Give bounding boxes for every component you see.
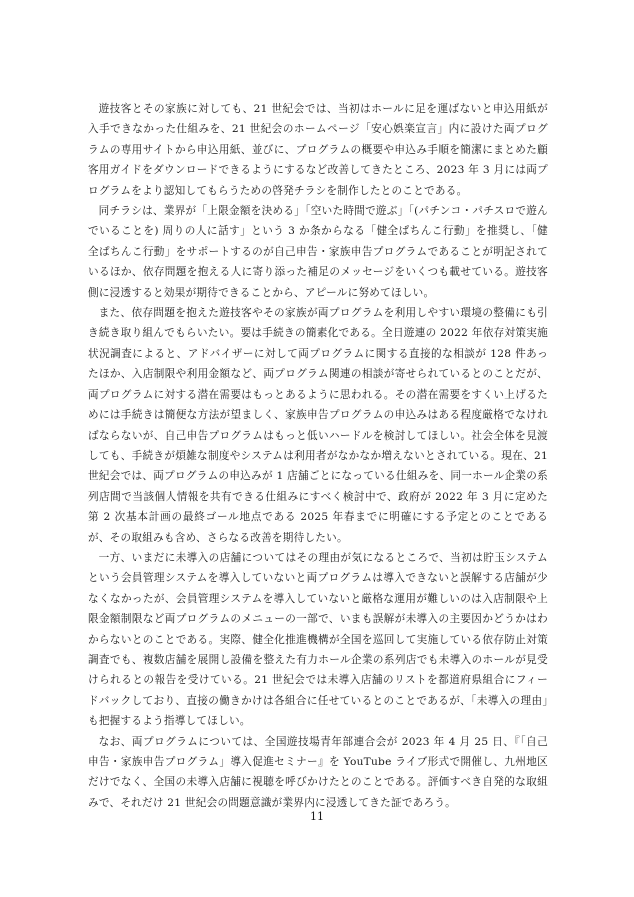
body-text <box>88 99 548 813</box>
paragraph-4: 一方、いまだに未導入の店舗についてはその理由が気になるところで、当初は貯玉システムという会員管理システムを導入していないと両プログラムは導入できないと誤解する店舗が少なくなかったが、会員管理システムを導入していないと厳格な運用が難しいのは入店制限や上限金額制限など両プログラムのメニューの一部で、いまも誤解が未導入の主要因かどうかはわからないとのことである。実際、健全化推進機構が全国を巡回して実施している依存防止対策調査でも、複数店舗を展開し設備を整えた有力ホール企業の系列店でも未導入のホールが見受けられるとの報告を受けている。21 世紀会では未導入店舗のリストを都道府県組合にフィードバックしており、直接の働きかけは各組合に任せているとのことであるが、「未導入の理由」も把握するよう指導してほしい。 <box>88 551 548 728</box>
paragraph-2: 同チラシは、業界が「上限金額を決める」「空いた時間で遊ぶ」「(パチンコ・パチスロで遊んでいることを) 周りの人に話す」という 3 か条からなる「健全ぱちんこ行動」を推奨し、「健全ぱちんこ行動」をサポートするのが自己申告・家族申告プログラムであることが明記されているほか、依存問題を抱える人に寄り添った補足のメッセージをいくつも載せている。遊技客側に浸透すると効果が期待できることから、アピールに努めてほしい。 <box>88 205 548 299</box>
paragraph-1: 遊技客とその家族に対しても、21 世紀会では、当初はホールに足を運ばないと申込用紙が入手できなかった仕組みを、21 世紀会のホームページ「安心娯楽宣言」内に設けた両プログラムの専用サイトから申込用紙、並びに、プログラムの概要や申込み手順を簡潔にまとめた顧客用ガイドをダウンロードできるようにするなど改善してきたところ、2023 年 3 月には両プログラムをより認知してもらうための啓発チラシを制作したとのことである。 <box>88 103 548 197</box>
paragraph-5: なお、両プログラムについては、全国遊技場青年部連合会が 2023 年 4 月 25 日、『「自己申告・家族申告プログラム」導入促進セミナー』を YouTube ライブ形式で開催し、九州地区だけでなく、全国の未導入店舗に視聴を呼びかけたとのことである。評価すべき自発的な取組みで、それだけ 21 世紀会の問題意識が業界内に浸透してきた証であろう。 <box>88 735 548 809</box>
page-number: 11 <box>310 810 324 823</box>
paragraph-3: また、依存問題を抱えた遊技客やその家族が両プログラムを利用しやすい環境の整備にも引き続き取り組んでもらいたい。要は手続きの簡素化である。全日遊連の 2022 年依存対策実施状況調査によると、アドバイザーに対して両プログラムに関する直接的な相談が 128 件あったほか、入店制限や利用金額など、両プログラム関連の相談が寄せられているとのことだが、両プログラムに対する潜在需要はもっとあるように思われる。その潜在需要をすくい上げるためには手続きは簡便な方法が望ましく、家族申告プログラムの申込みはある程度厳格でなければならないが、自己申告プログラムはもっと低いハードルを検討してほしい。社会全体を見渡しても、手続きが煩雑な制度やシステムは利用者がなかなか増えないとされている。現在、21 世紀会では、両プログラムの申込みが 1 店舗ごとになっている仕組みを、同一ホール企業の系列店間で当該個人情報を共有できる仕組みにすべく検討中で、政府が 2022 年 3 月に定めた第 2 次基本計画の最終ゴール地点である 2025 年春までに明確にする予定とのことであるが、その取組みも含め、さらなる改善を期待したい。 <box>88 307 548 544</box>
